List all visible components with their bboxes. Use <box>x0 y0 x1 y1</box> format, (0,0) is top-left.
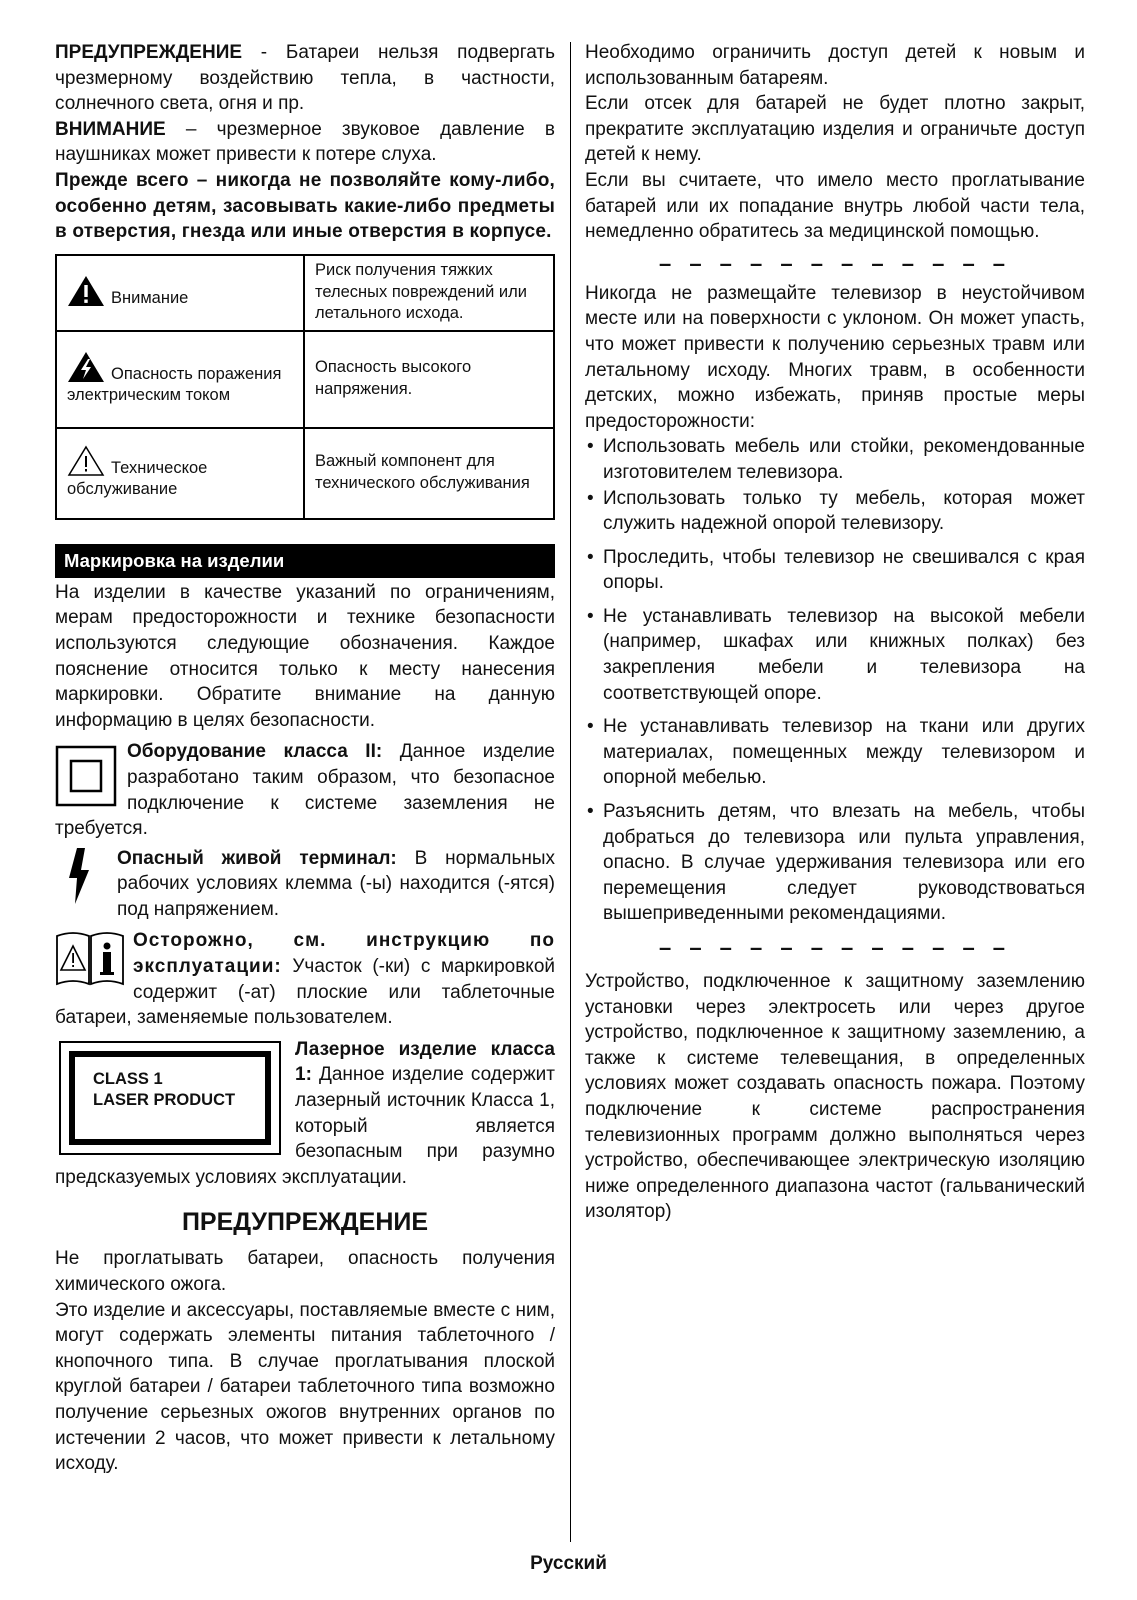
table-desc: Опасность высокого напряжения. <box>304 331 554 428</box>
list-item: • Разъяснить детям, что влезать на мебель, чтобы добраться до телевизора или пульта управления, опасно. В случае удерживания телевизора или его перемещения следует руководствоваться вышеприведенными рекомендациями. <box>585 799 1085 927</box>
swallow-warning: Не проглатывать батареи, опасность получения химического ожога. <box>55 1248 555 1295</box>
caution-text: Осторожно, см. инструкцию по эксплуатации: Участок (-ки) с маркировкой содержит (-ат) плоские или таблеточные батареи, заменяемые пользователем. <box>55 930 555 1029</box>
tv-stability-text: Никогда не размещайте телевизор в неустойчивом месте или на поверхности с уклоном. Он может упасть, что может привести к получению серьезных травм или летальному исходу. Многих травм, в особенности детских, можно избежать, приняв простые меры предосторожности: <box>585 282 1085 432</box>
table-label: Опасность поражения электрическим током <box>67 364 282 405</box>
left-column <box>55 40 555 1477</box>
list-item: • Не устанавливать телевизор на высокой мебели (например, шкафах или книжных полках) без закрепления мебели и телевизора на соответствующей опоре. <box>585 604 1085 706</box>
precautions-list <box>585 434 1085 927</box>
caution-block <box>55 928 555 1030</box>
laser-block <box>55 1037 555 1191</box>
openings-warning: Прежде всего – никогда не позволяйте кому-либо, особенно детям, засовывать какие-либо предметы в отверстия, гнезда или иные отверстия в корпусе. <box>55 169 555 243</box>
table-row <box>56 331 554 428</box>
right-column <box>585 40 1085 1225</box>
table-label: Техническое обслуживание <box>67 458 208 499</box>
class2-text: Оборудование класса II: Данное изделие разработано таким образом, что безопасное подключение к системе заземления не требуется. <box>55 741 555 840</box>
laser-class-text: CLASS 1 <box>93 1069 163 1088</box>
attention-label: ВНИМАНИЕ <box>55 118 166 140</box>
medical-help-text: Если вы считаете, что имело место проглатывание батарей или их попадание внутрь любой части тела, немедленно обратитесь за медицинской помощью. <box>585 169 1085 243</box>
warning-label: ПРЕДУПРЕЖДЕНИЕ <box>55 42 243 63</box>
live-terminal-block <box>55 846 555 923</box>
symbols-table <box>55 254 555 520</box>
button-battery-warning: Это изделие и аксессуары, поставляемые вместе с ним, могут содержать элементы питания таблеточного / кнопочного типа. В случае проглатывания плоской круглой батареи / батареи таблеточного типа возможно получение серьезных ожогов внутренних органов по истечении 2 часов, что может привести к летальному исходу. <box>55 1299 555 1475</box>
live-terminal-text: Опасный живой терминал: В нормальных рабочих условиях клемма (-ы) находится (-ятся) под напряжением. <box>117 847 555 920</box>
list-item: • Не устанавливать телевизор на ткани или других материалах, помещенных между телевизором и опорной мебелью. <box>585 714 1085 791</box>
manual-caution-icon <box>55 928 125 986</box>
double-square-icon <box>55 745 117 807</box>
electric-shock-icon <box>67 351 105 383</box>
list-item: • Проследить, чтобы телевизор не свешивался с края опоры. <box>585 545 1085 596</box>
table-row <box>56 255 554 331</box>
marking-intro: На изделии в качестве указаний по ограничениям, мерам предосторожности и технике безопасности используются следующие обозначения. Каждое пояснение относится только к месту нанесения маркировки. Обратите внимание на данную информацию в целях безопасности. <box>55 581 555 731</box>
battery-compartment-text: Если отсек для батарей не будет плотно закрыт, прекратите эксплуатацию изделия и ограничьте доступ детей к нему. <box>585 93 1085 166</box>
laser-text: Лазерное изделие класса 1: Данное изделие содержит лазерный источник Класса 1, который является безопасным при разумно предсказуемых условиях эксплуатации. <box>55 1038 555 1188</box>
battery-heat-warning: ПРЕДУПРЕЖДЕНИЕ - Батареи нельзя подвергать чрезмерному воздействию тепла, в частности, солнечного света, огня и пр. <box>55 42 555 115</box>
laser-product-text: LASER PRODUCT <box>93 1090 236 1109</box>
dash-separator: – – – – – – – – – – – – <box>658 935 1012 960</box>
table-desc: Важный компонент для технического обслуживания <box>304 428 554 519</box>
hearing-warning: ВНИМАНИЕ – чрезмерное звуковое давление в наушниках может привести к потере слуха. <box>55 118 555 166</box>
lightning-bolt-icon <box>55 846 103 906</box>
maintenance-triangle-icon <box>67 445 105 477</box>
list-item: • Использовать только ту мебель, которая может служить надежной опорой телевизору. <box>585 486 1085 537</box>
laser-product-label <box>59 1041 281 1155</box>
table-row <box>56 428 554 519</box>
dash-separator: – – – – – – – – – – – – <box>658 250 1012 276</box>
class2-block <box>55 739 555 841</box>
big-warning-title: ПРЕДУПРЕЖДЕНИЕ <box>181 1208 429 1237</box>
table-label: Внимание <box>111 289 189 307</box>
warning-triangle-icon <box>67 275 105 307</box>
grounding-warning-text: Устройство, подключенное к защитному заземлению установки через электросеть или через другое устройство, подключенное к защитному заземлению, а также к системе телевещания, в определенных условиях может создавать опасность пожара. Поэтому подключение к системе распространения телевизионных программ должно выполняться через устройство, обеспечивающее электрическую изоляцию ниже определенного диапазона частот (гальванический изолятор) <box>585 971 1085 1223</box>
column-divider <box>570 42 571 1542</box>
children-access-text: Необходимо ограничить доступ детей к новым и использованным батареям. <box>585 42 1085 89</box>
list-item: • Использовать мебель или стойки, рекомендованные изготовителем телевизора. <box>585 434 1085 485</box>
page-footer-language: Русский <box>530 1553 607 1574</box>
section-title-marking: Маркировка на изделии <box>55 544 555 578</box>
table-desc: Риск получения тяжких телесных повреждений или летального исхода. <box>304 255 554 331</box>
